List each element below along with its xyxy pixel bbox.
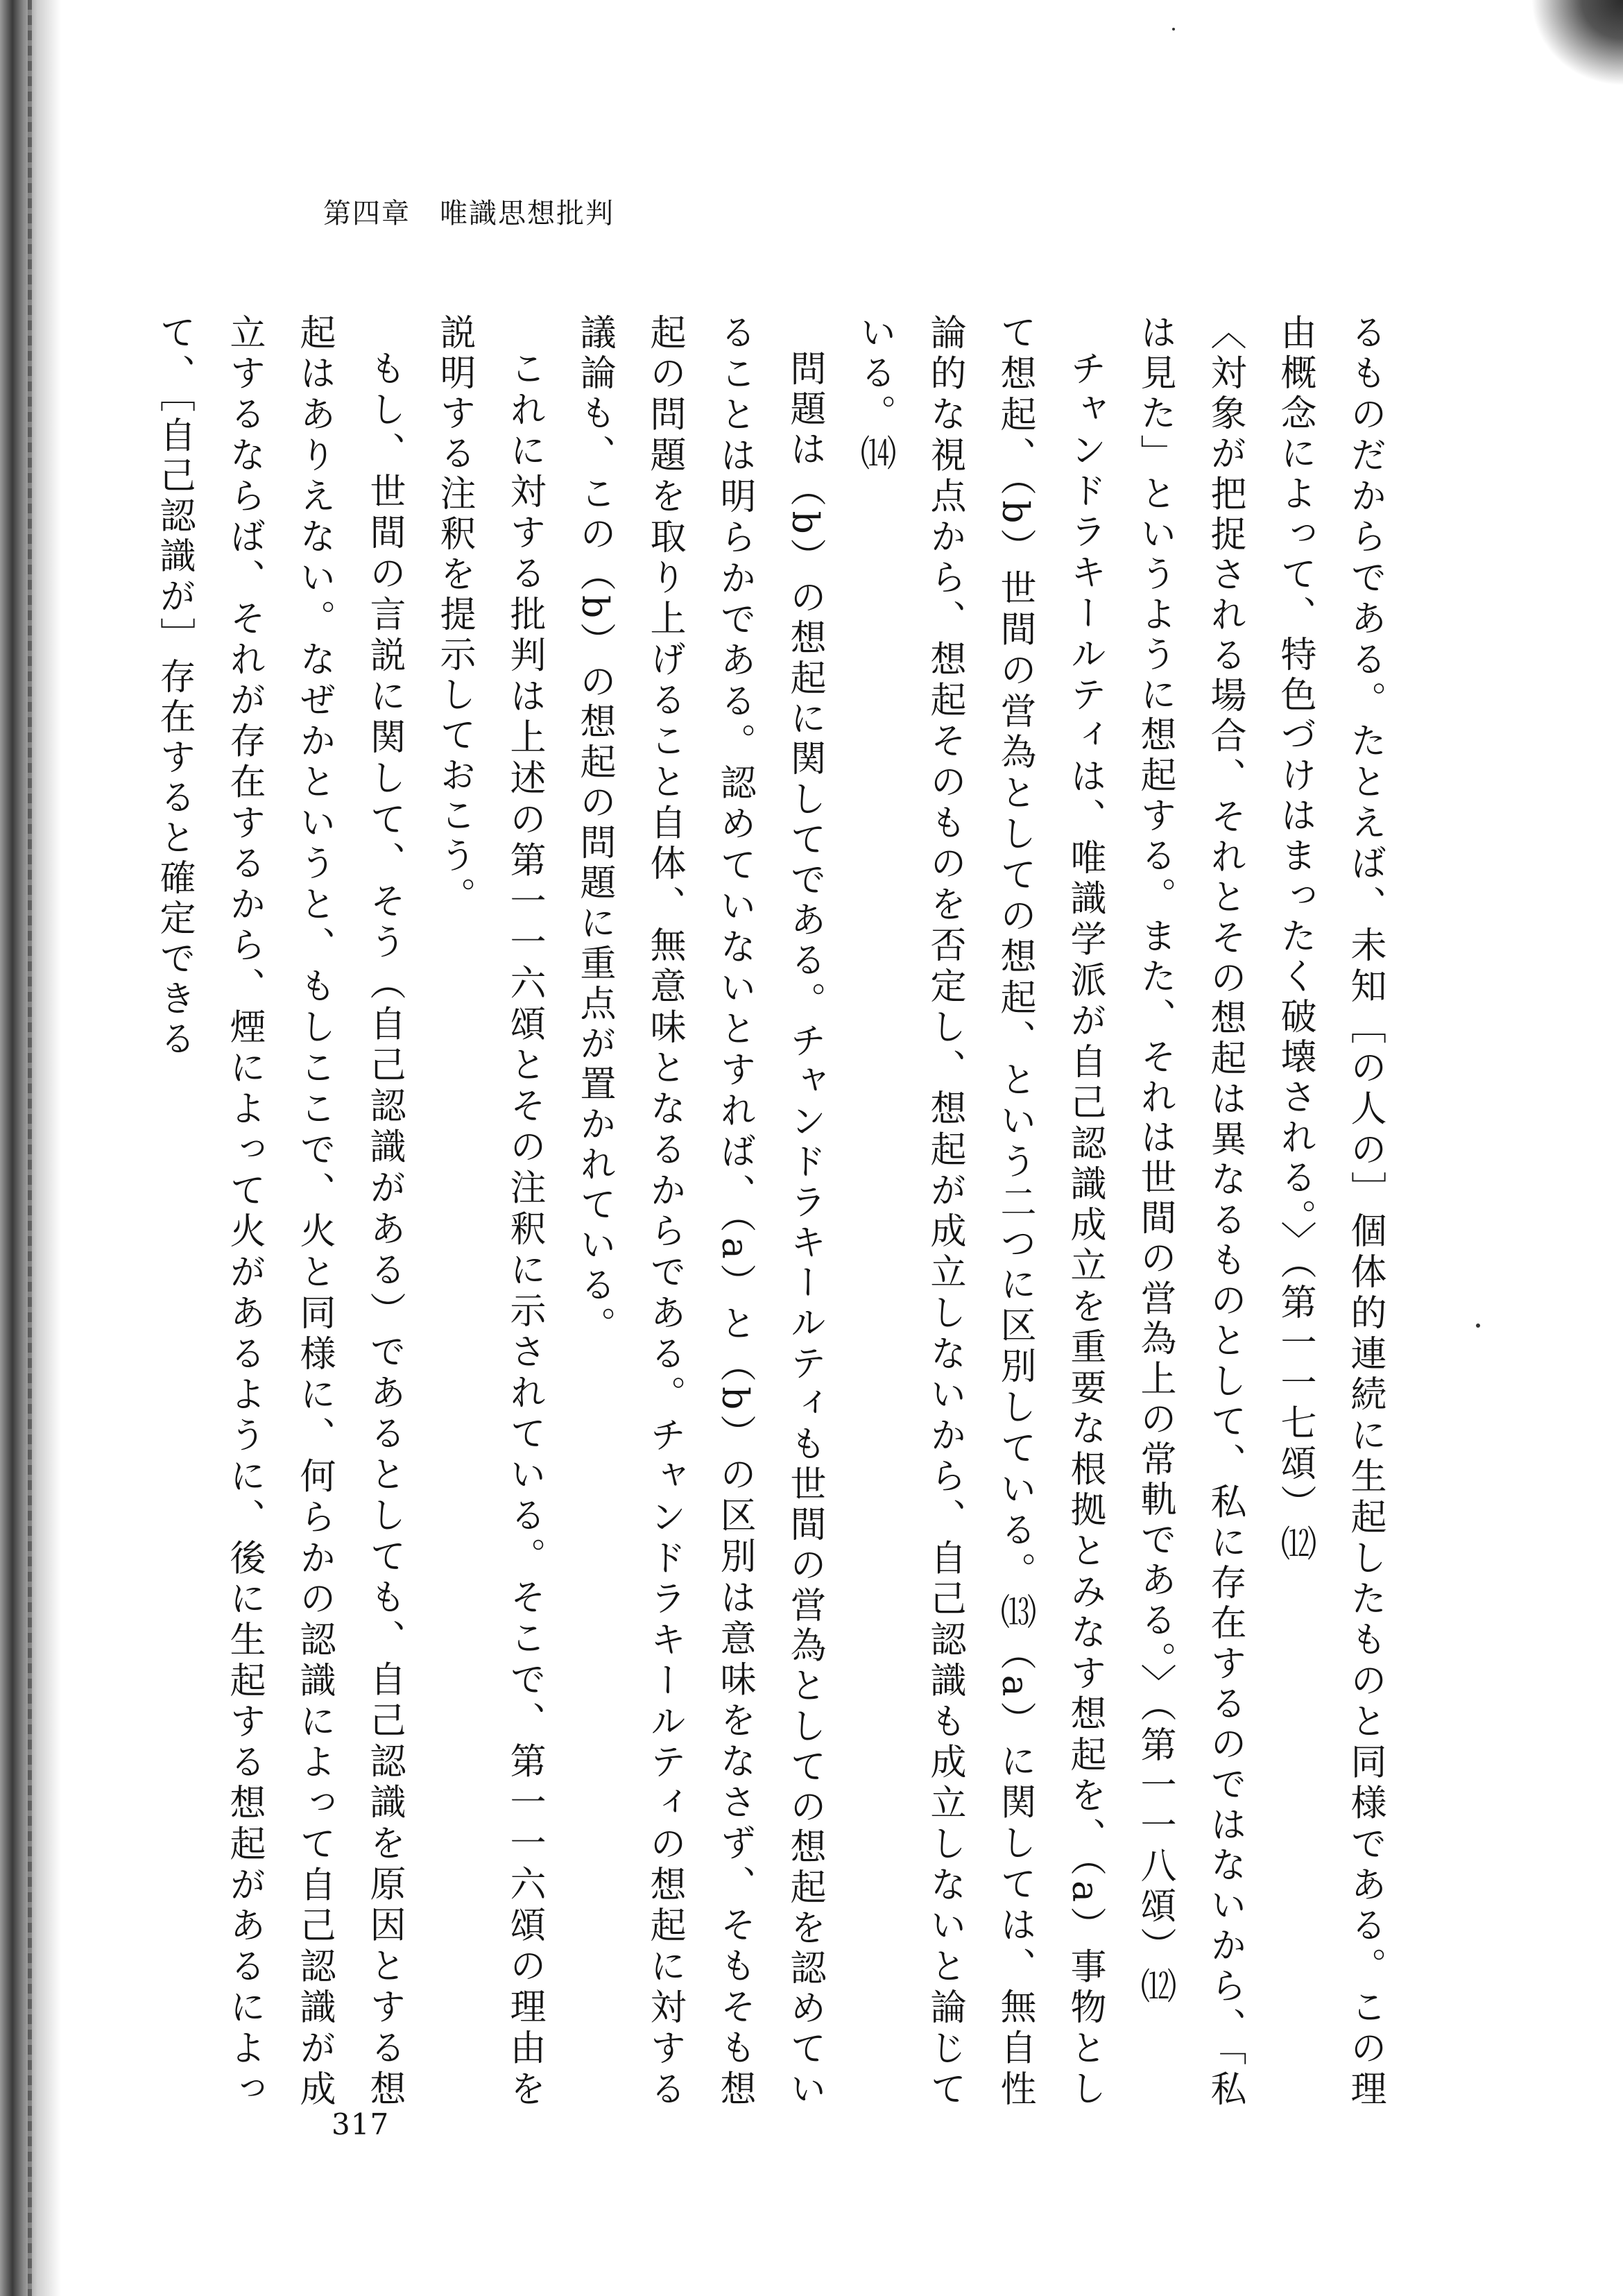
scan-corner-mark xyxy=(1519,0,1623,97)
paragraph: 問題は（b）の想起に関してである。チャンドラキールティも世間の営為としての想起を認めていることは明らかである。認めていないとすれば、（a）と（b）の区別は意味をなさず、そもそも想起の問題を取り上げること自体、無意味となるからである。チャンドラキールティの想起に対する議論も、この（b）の想起の問題に重点が置かれている。 xyxy=(574,314,825,2110)
paragraph: るものだからである。たとえば、未知［の人の］個体的連続に生起したものと同様である。この理由概念によって、特色づけはまったく破壊される。〉（第一一七頌）⑿ xyxy=(1274,314,1386,2110)
scan-speck xyxy=(1476,1323,1480,1328)
page-number: 317 xyxy=(332,2107,390,2141)
paragraph: これに対する批判は上述の第一一六頌とその注釈に示されている。そこで、第一一六頌の理由を説明する注釈を提示しておこう。 xyxy=(433,314,545,2110)
running-head: 第四章 唯識思想批判 xyxy=(323,198,615,230)
paragraph: もし、世間の言説に関して、そう（自己認識がある）であるとしても、自己認識を原因とする想起はありえない。なぜかというと、もしここで、火と同様に、何らかの認識によって自己認識が成立するならば、それが存在するから、煙によって火があるように、後に生起する想起があるによって、［自己認識が］存在すると確定できる xyxy=(153,314,405,2110)
paragraph: チャンドラキールティは、唯識学派が自己認識成立を重要な根拠とみなす想起を、（a）事物として想起、（b）世間の営為としての想起、という二つに区別している。⒀（a）に関しては、無自性論的な視点から、想起そのものを否定し、想起が成立しないから、自己認識も成立しないと論じている。⒁ xyxy=(854,314,1106,2111)
scan-binding-edge xyxy=(28,0,32,2296)
paragraph: 〈対象が把捉される場合、それとその想起は異なるものとして、私に存在するのではないから、「私は見た」というように想起する。また、それは世間の営為上の常軌である。〉（第一一八頌）⑿ xyxy=(1134,314,1246,2110)
vertical-body-text xyxy=(151,314,1400,2110)
scan-speck xyxy=(1172,28,1175,31)
